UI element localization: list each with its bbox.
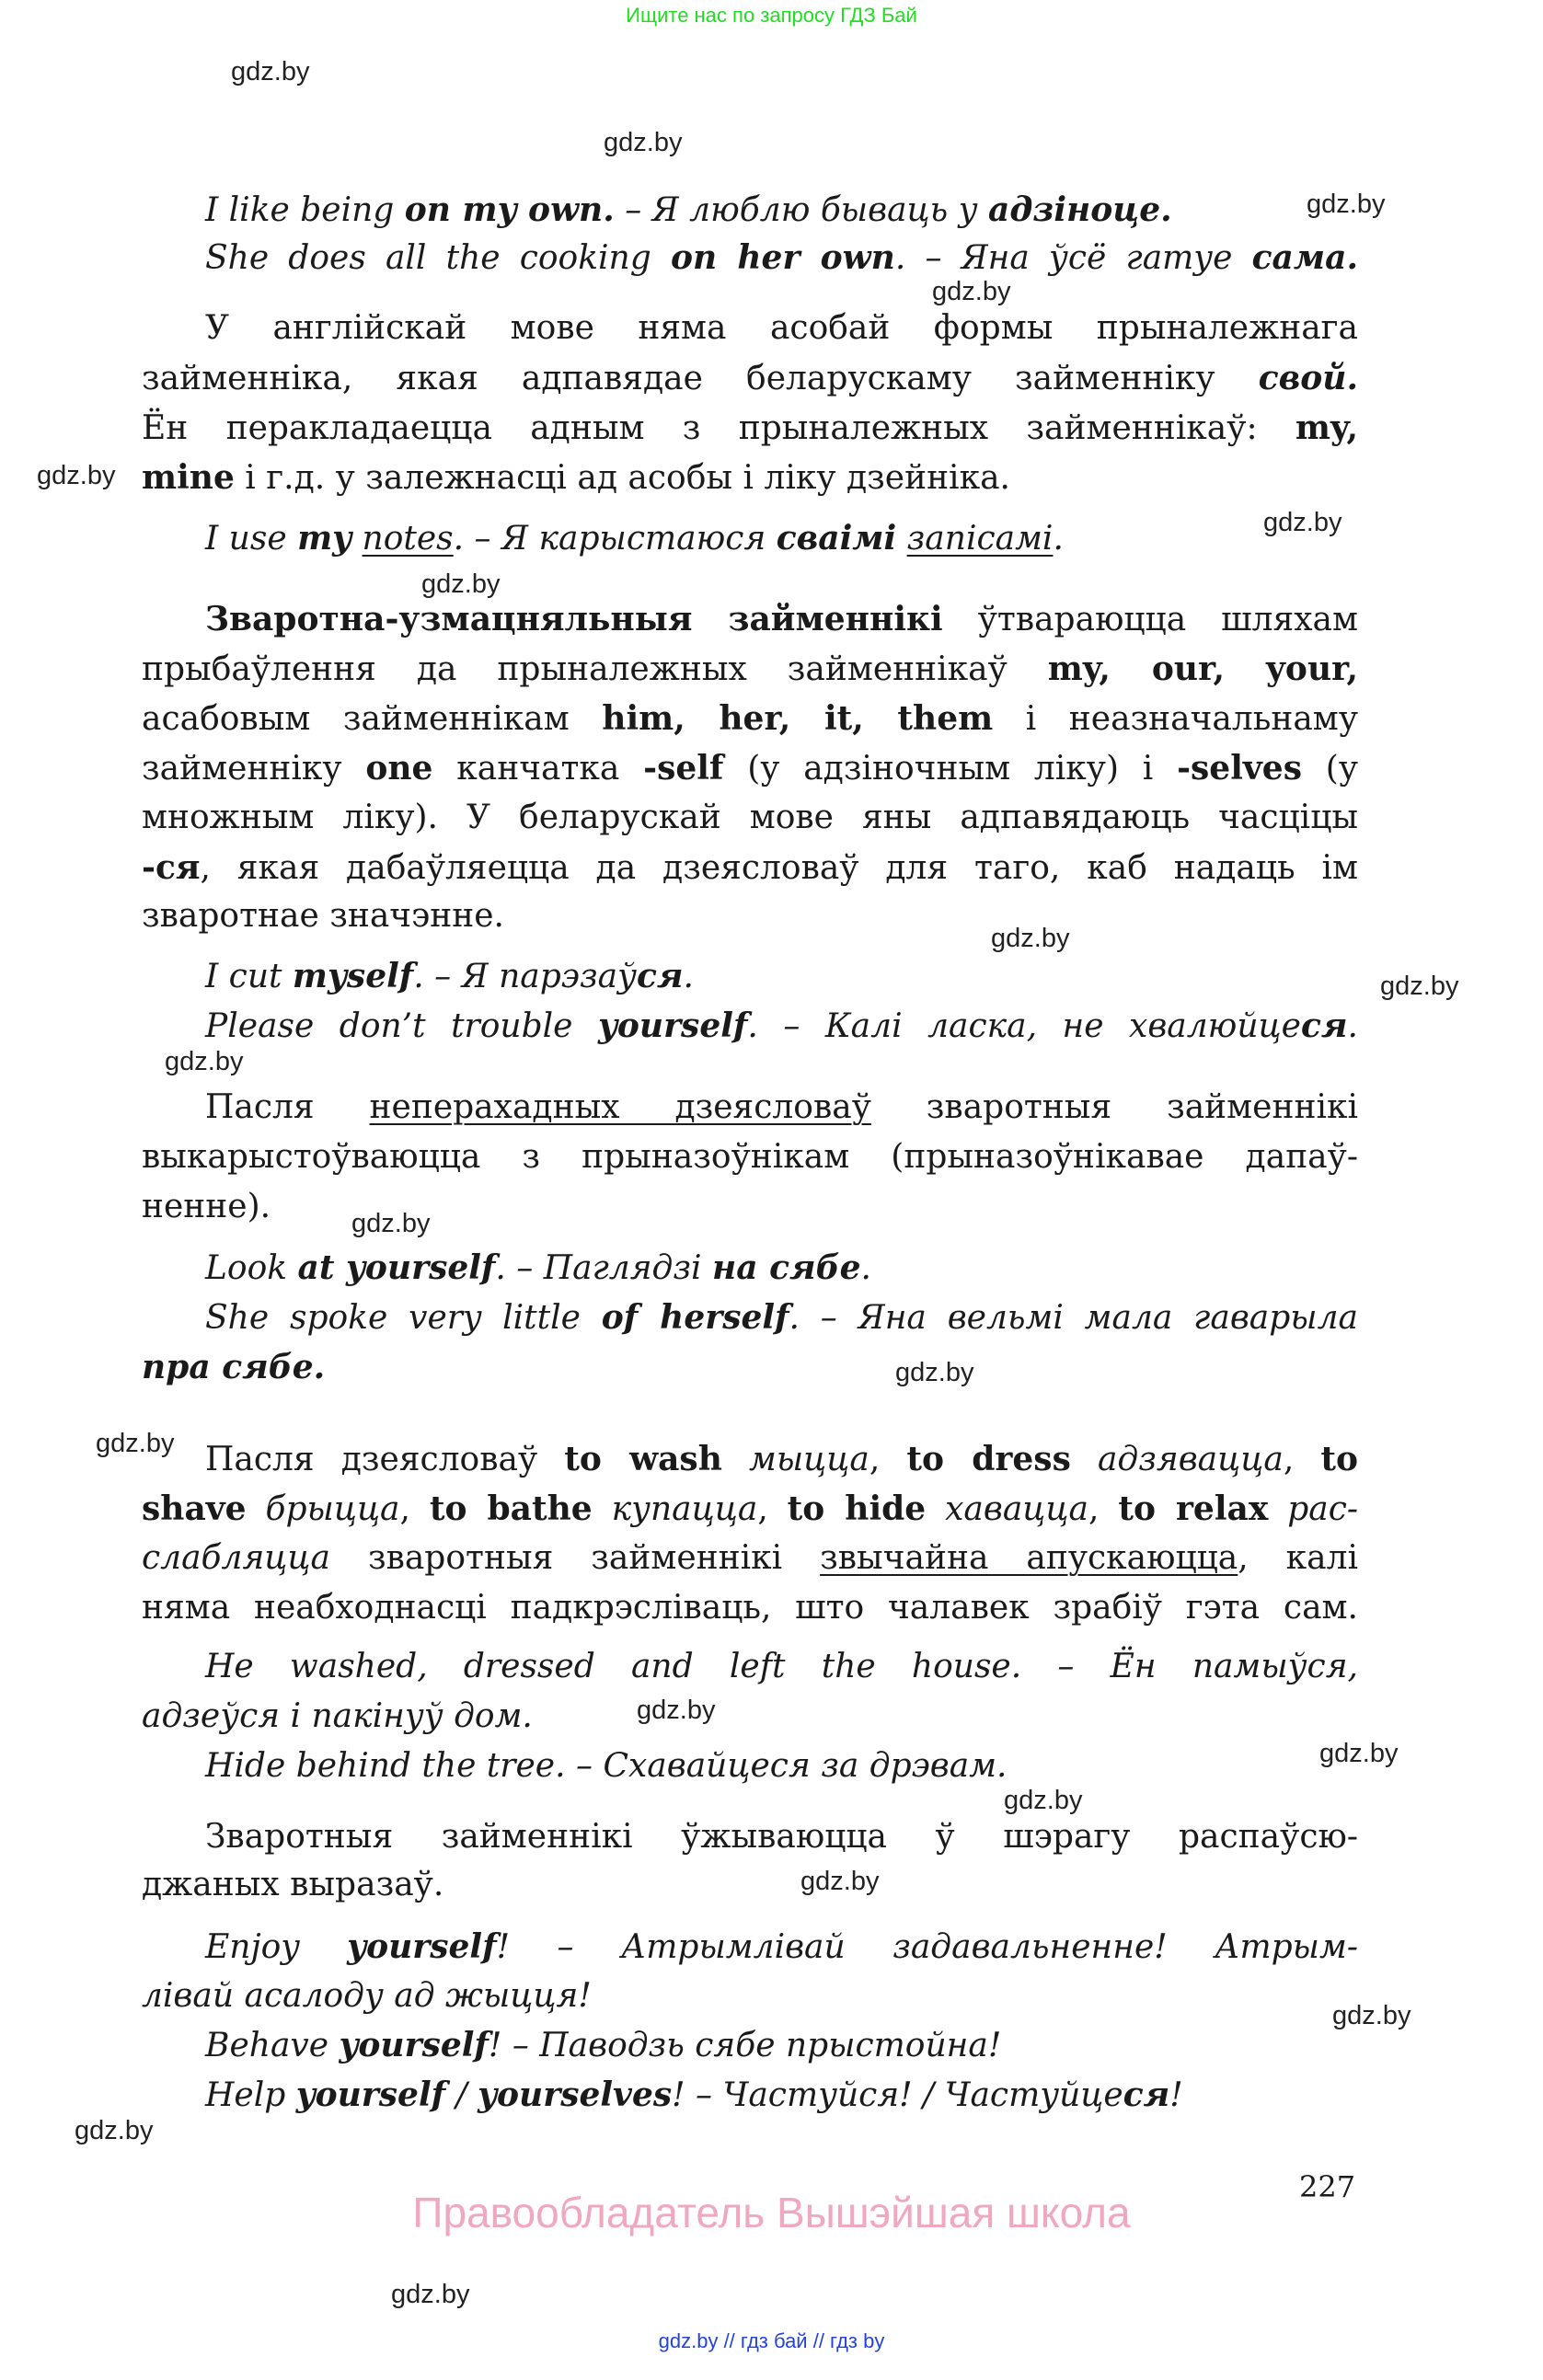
text-segment: сваімі <box>776 519 897 558</box>
text-segment: Пасля <box>205 1088 370 1126</box>
text-segment: джаных выразаў. <box>142 1866 444 1903</box>
text-segment: (у <box>1301 750 1358 788</box>
example-line <box>205 233 1358 282</box>
text-segment: выкарыстоўваюцца з прыназоўнікам (прыназоўнікавае дапаў- <box>142 1138 1358 1176</box>
text-segment: , якая дабаўляецца да дзеясловаў для таго, каб надаць ім <box>200 849 1358 887</box>
text-segment: on my own. <box>404 190 615 229</box>
text-segment: to dress <box>906 1440 1071 1478</box>
example-line <box>205 2020 1358 2070</box>
text-segment: . – Калі ласка, не хвалюйце <box>747 1007 1301 1045</box>
text-segment: неперахадных дзеясловаў <box>369 1088 871 1126</box>
text-segment: хавацца <box>926 1490 1088 1528</box>
text-segment: адзіноце. <box>988 190 1172 229</box>
text-segment: him, her, it, them <box>602 699 994 738</box>
text-segment: . <box>860 1249 871 1287</box>
text-segment: звычайна апускаюцца <box>820 1539 1238 1577</box>
text-segment: . – Яна ўсё гатуе <box>894 239 1252 277</box>
example-line <box>205 1922 1358 1972</box>
watermark: gdz.by <box>1307 190 1386 219</box>
text-segment: ўтвараюцца шляхам <box>942 601 1358 638</box>
example-line <box>205 2070 1358 2120</box>
text-segment: займенніку <box>142 750 366 788</box>
text-segment: mine <box>142 458 235 497</box>
text-segment: , <box>1088 1490 1119 1528</box>
example-line <box>205 1001 1358 1051</box>
text-segment: ненне). <box>142 1188 271 1225</box>
text-segment: She spoke very little <box>205 1299 602 1337</box>
paragraph-line <box>142 891 1358 941</box>
text-segment: адзеўся і пакінуў дом. <box>142 1697 533 1735</box>
text-segment: notes <box>362 520 454 558</box>
watermark: gdz.by <box>800 1867 880 1896</box>
text-segment: няма неабходнасці падкрэсліваць, што чалавек зрабіў гэта сам. <box>142 1589 1358 1627</box>
text-segment: брыцца <box>246 1490 400 1528</box>
text-segment: купацца <box>592 1490 758 1528</box>
text-segment: Enjoy <box>205 1928 348 1966</box>
watermark: gdz.by <box>421 569 501 599</box>
example-line <box>205 513 1358 563</box>
example-line <box>142 1972 1358 2021</box>
example-line <box>205 1243 1358 1293</box>
text-segment: Behave <box>205 2027 340 2064</box>
text-segment: I cut <box>205 958 293 995</box>
paragraph-line <box>142 1133 1358 1182</box>
text-segment: yourself <box>295 2075 446 2114</box>
text-segment: пра сябе. <box>142 1348 326 1386</box>
text-segment: , <box>869 1441 907 1478</box>
example-line <box>205 1293 1358 1342</box>
text-segment: ся <box>636 957 684 995</box>
text-segment: yourself <box>597 1006 748 1045</box>
text-segment: yourselves <box>478 2075 673 2114</box>
text-segment: . <box>1053 520 1064 558</box>
text-segment: at yourself <box>297 1248 496 1287</box>
watermark: gdz.by <box>231 57 310 86</box>
text-segment: сама. <box>1251 238 1358 277</box>
text-segment <box>896 520 906 558</box>
text-segment: . <box>683 958 694 995</box>
text-segment: / <box>445 2076 478 2114</box>
text-segment: to wash <box>564 1440 722 1478</box>
text-segment: my, our, your, <box>1047 650 1359 688</box>
text-segment: of herself <box>601 1298 789 1337</box>
watermark: gdz.by <box>932 277 1011 306</box>
text-segment: . – Яна вельмі мала гаварыла <box>789 1299 1358 1337</box>
text-segment: ! – Атрымлівай задавальненне! Атрым- <box>496 1928 1358 1966</box>
text-segment: асабовым займеннікам <box>142 700 603 738</box>
text-segment: ! – Частуйся! / Частуйце <box>672 2076 1123 2114</box>
text-segment: Help <box>205 2076 296 2114</box>
paragraph-line <box>205 1434 1358 1484</box>
paragraph-line <box>142 1860 1358 1910</box>
text-segment: канчатка <box>432 750 644 788</box>
paragraph-line <box>142 1484 1358 1534</box>
text-segment: мыцца <box>721 1441 869 1478</box>
paragraph-line <box>142 353 1358 403</box>
text-segment: yourself <box>339 2026 489 2064</box>
watermark: gdz.by <box>604 128 683 157</box>
page-number: 227 <box>1299 2169 1356 2204</box>
text-segment: і неазначальнаму <box>993 700 1358 738</box>
text-segment: зваротнае значэнне. <box>142 897 504 935</box>
watermark: gdz.by <box>1004 1786 1083 1815</box>
text-segment: , калі <box>1238 1539 1358 1577</box>
text-segment: ! <box>1169 2076 1183 2114</box>
paragraph-line <box>205 304 1358 353</box>
text-segment: my <box>297 519 352 558</box>
paragraph-line <box>142 843 1358 892</box>
text-segment: Ён перакладаецца адным з прыналежных займеннікаў: <box>142 409 1295 447</box>
example-line <box>205 951 1358 1001</box>
text-segment <box>351 520 362 558</box>
paragraph-line <box>205 1083 1358 1133</box>
paragraph-line <box>142 403 1358 453</box>
text-segment: У англійскай мове няма асобай формы прыналежнага <box>205 309 1358 347</box>
search-banner[interactable]: Ищите нас по запросу ГДЗ Бай <box>626 4 917 27</box>
footer-links[interactable]: gdz.by // гдз бай // гдз by <box>658 2329 885 2352</box>
text-segment: He washed, dressed and left the house. – Ён памыўся, <box>205 1648 1358 1685</box>
example-line <box>205 185 1358 235</box>
text-segment: . – Паглядзі <box>495 1249 712 1287</box>
text-segment: Please don’t trouble <box>205 1007 598 1045</box>
text-segment: – Я люблю бываць у <box>614 191 989 229</box>
text-segment: слабляцца <box>142 1539 330 1577</box>
watermark: gdz.by <box>895 1358 974 1387</box>
text-segment: . <box>1347 1007 1358 1045</box>
text-segment: зваротныя займеннікі <box>870 1088 1358 1126</box>
paragraph-line <box>142 743 1358 793</box>
text-segment: прыбаўлення да прыналежных займеннікаў <box>142 650 1048 688</box>
text-segment: , <box>757 1490 788 1528</box>
text-segment: свой. <box>1258 359 1358 397</box>
text-segment: зваротныя займеннікі <box>329 1539 821 1577</box>
text-segment: I use <box>205 520 298 558</box>
paragraph-line <box>142 793 1358 843</box>
text-segment: Look <box>205 1249 298 1287</box>
text-segment: -selves <box>1177 749 1302 788</box>
watermark: gdz.by <box>1319 1739 1399 1768</box>
text-segment: She does all the cooking <box>205 239 671 277</box>
text-segment: і г.д. у залежнасці ад асобы і ліку дзейніка. <box>234 459 1010 497</box>
paragraph-line <box>142 453 1358 502</box>
paragraph-line <box>142 1534 1358 1583</box>
text-segment: one <box>365 749 433 788</box>
text-segment: ся <box>1123 2075 1170 2114</box>
watermark: gdz.by <box>391 2280 470 2309</box>
text-segment: myself <box>292 957 414 995</box>
text-segment: адзявацца <box>1070 1441 1284 1478</box>
text-segment: to bathe <box>429 1489 593 1528</box>
text-segment: yourself <box>347 1927 497 1966</box>
paragraph-line <box>142 694 1358 743</box>
paragraph-line <box>142 1182 1358 1232</box>
text-segment: . – Я карыстаюся <box>453 520 777 558</box>
text-segment: запісамі <box>906 520 1054 558</box>
watermark: gdz.by <box>1263 508 1342 537</box>
text-segment: shave <box>142 1489 247 1528</box>
text-segment: на сябе <box>711 1248 861 1287</box>
text-segment: ся <box>1300 1006 1348 1045</box>
text-segment: рас- <box>1268 1490 1359 1528</box>
copyright-notice: Правообладатель Вышэйшая школа <box>412 2189 1131 2236</box>
paragraph-line <box>205 594 1358 644</box>
text-segment: to hide <box>787 1489 927 1528</box>
example-line <box>142 1342 1358 1392</box>
watermark: gdz.by <box>1380 972 1459 1001</box>
text-segment: , <box>1283 1441 1321 1478</box>
text-segment: ! – Паводзь сябе прыстойна! <box>488 2027 1002 2064</box>
paragraph-line <box>142 1583 1358 1633</box>
example-line <box>205 1742 1358 1791</box>
text-segment: Зваротныя займеннікі ўжываюцца ў шэрагу распаўсю- <box>205 1818 1358 1856</box>
paragraph-line <box>142 644 1358 694</box>
watermark: gdz.by <box>351 1209 431 1238</box>
example-line <box>142 1692 1358 1742</box>
text-segment: my, <box>1295 408 1358 447</box>
watermark: gdz.by <box>637 1696 716 1725</box>
watermark: gdz.by <box>96 1429 175 1458</box>
watermark: gdz.by <box>991 924 1070 953</box>
text-segment: to relax <box>1118 1489 1269 1528</box>
text-segment: займенніка, якая адпавядае беларускаму займенніку <box>142 360 1259 397</box>
text-segment: -self <box>643 749 724 788</box>
text-segment: Пасля дзеясловаў <box>205 1441 565 1478</box>
example-line <box>205 1642 1358 1692</box>
text-segment: to <box>1320 1440 1359 1478</box>
text-segment: . – Я парэзаў <box>413 958 637 995</box>
watermark: gdz.by <box>75 2116 154 2145</box>
text-segment: Зваротна-узмацняльныя займеннікі <box>205 600 943 638</box>
watermark: gdz.by <box>37 461 116 490</box>
watermark: gdz.by <box>165 1047 244 1076</box>
text-segment: , <box>399 1490 430 1528</box>
text-segment: on her own <box>670 238 895 277</box>
text-segment: множным ліку). У беларускай мове яны адпавядаюць часціцы <box>142 799 1358 836</box>
watermark: gdz.by <box>1332 2001 1411 2030</box>
text-segment: (у адзіночным ліку) і <box>723 750 1178 788</box>
text-segment: I like being <box>205 191 405 229</box>
text-segment: лівай асалоду ад жыцця! <box>142 1977 592 2015</box>
paragraph-line <box>205 1812 1358 1862</box>
text-segment: Hide behind the tree. – Схавайцеся за дрэвам. <box>205 1747 1008 1785</box>
text-segment: -ся <box>142 848 201 887</box>
